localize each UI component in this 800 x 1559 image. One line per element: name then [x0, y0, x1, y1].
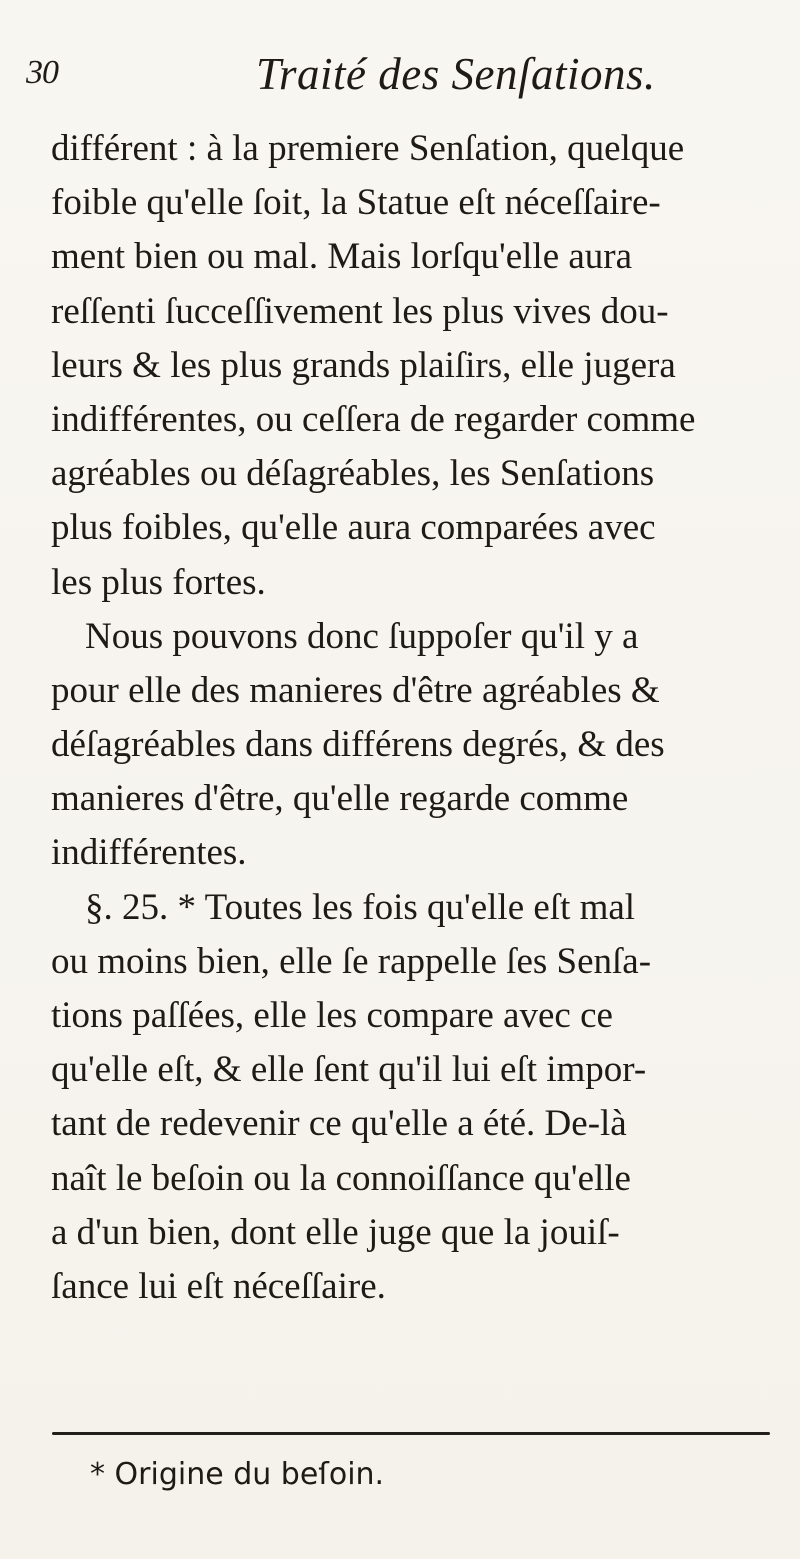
- text-line: ſance lui eſt néceſſaire.: [51, 1265, 386, 1307]
- text-line: les plus fortes.: [51, 561, 266, 603]
- page-header: [26, 48, 766, 98]
- text-line: naît le beſoin ou la connoiſſance qu'elle: [51, 1157, 631, 1199]
- text-line: reſſenti ſucceſſivement les plus vives dou-: [51, 290, 669, 332]
- text-line: pour elle des manieres d'être agréables &: [51, 669, 660, 711]
- running-title: Traité des Senſations.: [256, 49, 656, 99]
- footnote: * Origine du beſoin.: [90, 1457, 385, 1492]
- footnote-rule: [52, 1432, 770, 1435]
- section-line: §. 25. * Toutes les fois qu'elle eſt mal: [85, 886, 636, 928]
- text-line: agréables ou déſagréables, les Senſations: [51, 453, 655, 495]
- text-line: différent : à la premiere Senſation, quelque: [51, 128, 685, 169]
- text-line: tions paſſées, elle les compare avec ce: [51, 995, 613, 1036]
- text-line: déſagréables dans différens degrés, & des: [51, 724, 665, 766]
- text-line: leurs & les plus grands plaiſirs, elle jugera: [51, 344, 676, 386]
- text-line: plus foibles, qu'elle aura comparées avec: [51, 507, 656, 549]
- text-line: manieres d'être, qu'elle regarde comme: [51, 778, 629, 820]
- text-line: tant de redevenir ce qu'elle a été. De-là: [51, 1103, 627, 1145]
- text-line: indifférentes.: [51, 832, 247, 874]
- text-line: a d'un bien, dont elle juge que la jouiſ-: [51, 1211, 620, 1253]
- text-line: foible qu'elle ſoit, la Statue eſt néceſſaire-: [51, 182, 661, 224]
- body-text: [51, 122, 775, 1314]
- text-line: ment bien ou mal. Mais lorſqu'elle aura: [51, 236, 633, 278]
- text-line: qu'elle eſt, & elle ſent qu'il lui eſt impor-: [51, 1049, 647, 1091]
- text-line: indifférentes, ou ceſſera de regarder comme: [51, 398, 696, 440]
- text-line: Nous pouvons donc ſuppoſer qu'il y a: [85, 615, 639, 657]
- page-number: 30: [26, 54, 58, 91]
- text-line: ou moins bien, elle ſe rappelle ſes Senſa-: [51, 940, 652, 982]
